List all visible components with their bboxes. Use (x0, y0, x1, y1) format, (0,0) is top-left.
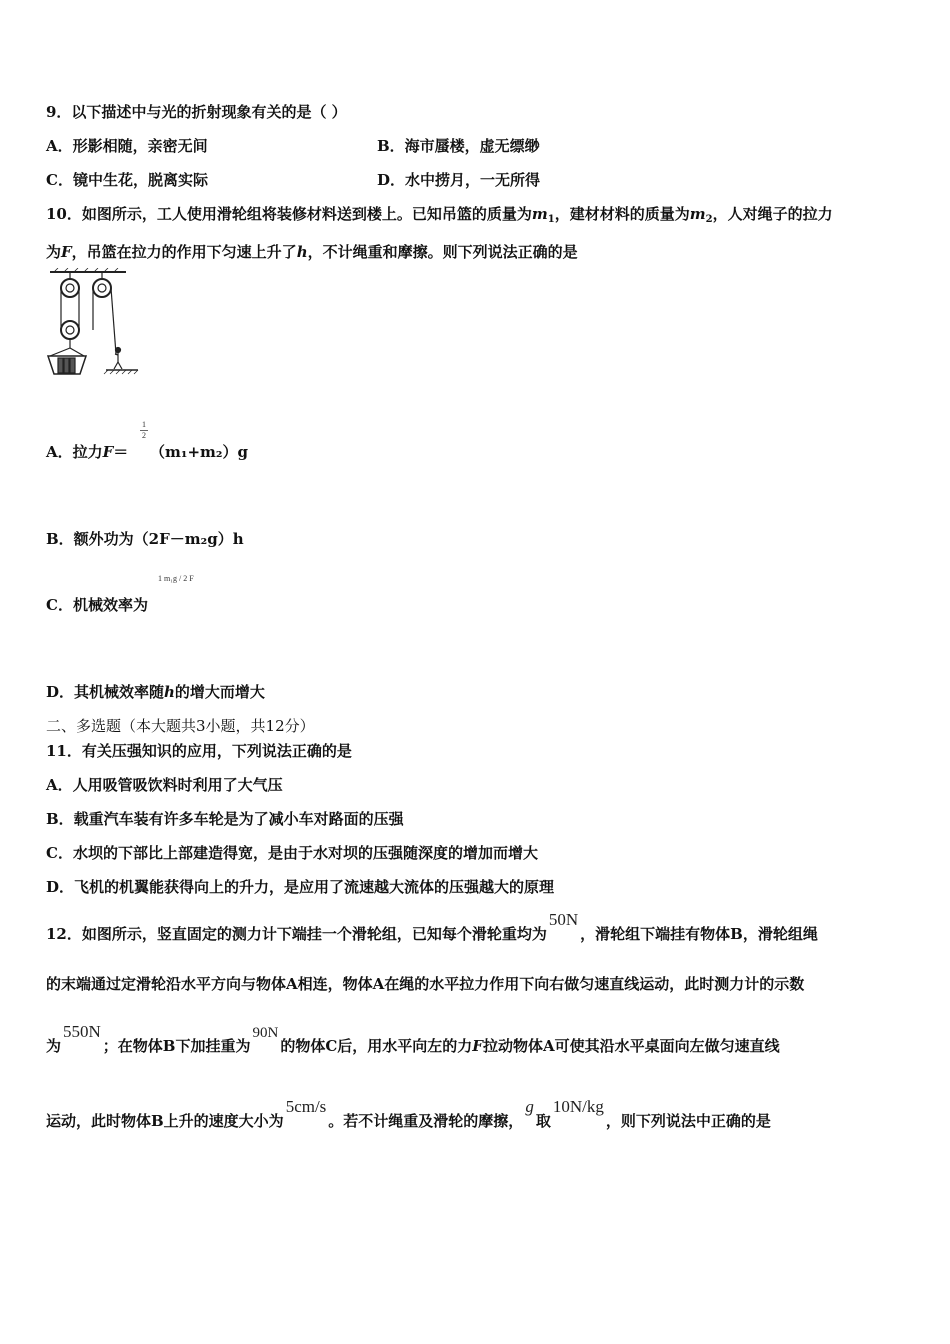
q10-stem-line2: 为F，吊篮在拉力的作用下匀速上升了h，不计绳重和摩擦。则下列说法正确的是 (46, 243, 578, 261)
q10-option-a-rest: （m₁+m₂）g (150, 443, 248, 461)
half-fraction: 1 2 (142, 420, 146, 440)
q9-option-d: D．水中捞月，一无所得 (377, 171, 541, 189)
q11-option-a: A．人用吸管吸饮料时利用了大气压 (46, 776, 283, 794)
q9-option-a: A．形影相随，亲密无间 (46, 137, 208, 155)
q12-line3: 为550N；在物体B下加挂重为90N的物体C后，用水平向左的力F拉动物体A可使其沿水平桌面向左做匀速直线 (46, 1022, 780, 1055)
q11-option-b: B．载重汽车装有许多车轮是为了减小车对路面的压强 (46, 810, 404, 828)
pulley-system-figure (44, 268, 140, 380)
q12-line2: 的末端通过定滑轮沿水平方向与物体A相连，物体A在绳的水平拉力作用下向右做匀速直线运动，此时测力计的示数 (46, 975, 805, 993)
q10-option-d: D．其机械效率随h的增大而增大 (46, 683, 265, 701)
q10-option-c: C．机械效率为 (46, 596, 148, 614)
q9-option-c: C．镜中生花，脱离实际 (46, 171, 208, 189)
section-heading: 二、多选题（本大题共3小题，共12分） (46, 717, 315, 735)
q11-option-c: C．水坝的下部比上部建造得宽，是由于水对坝的压强随深度的增加而增大 (46, 844, 538, 862)
q10-stem-line1: 10．如图所示，工人使用滑轮组将装修材料送到楼上。已知吊篮的质量为$m_1$，建材材料的质量为$m_2$，人对绳子的拉力 (46, 205, 833, 225)
q11-option-d: D．飞机的机翼能获得向上的升力，是应用了流速越大流体的压强越大的原理 (46, 878, 555, 896)
q9-stem: 9．以下描述中与光的折射现象有关的是（ ） (46, 103, 347, 121)
q11-stem: 11．有关压强知识的应用，下列说法正确的是 (46, 742, 352, 760)
efficiency-fraction: 1 m₁g / 2 F (158, 574, 194, 583)
q10-option-a: A．拉力F＝ (46, 443, 129, 461)
q12-line4: 运动，此时物体B上升的速度大小为5cm/s。若不计绳重及滑轮的摩擦，g取10N/kg，则下列说法中正确的是 (46, 1097, 771, 1130)
q12-line1: 12．如图所示，竖直固定的测力计下端挂一个滑轮组，已知每个滑轮重均为50N，滑轮组下端挂有物体B，滑轮组绳 (46, 910, 818, 943)
q10-option-b: B．额外功为（2F－m₂g）h (46, 530, 244, 548)
q9-option-b: B．海市蜃楼，虚无缥缈 (377, 137, 540, 155)
